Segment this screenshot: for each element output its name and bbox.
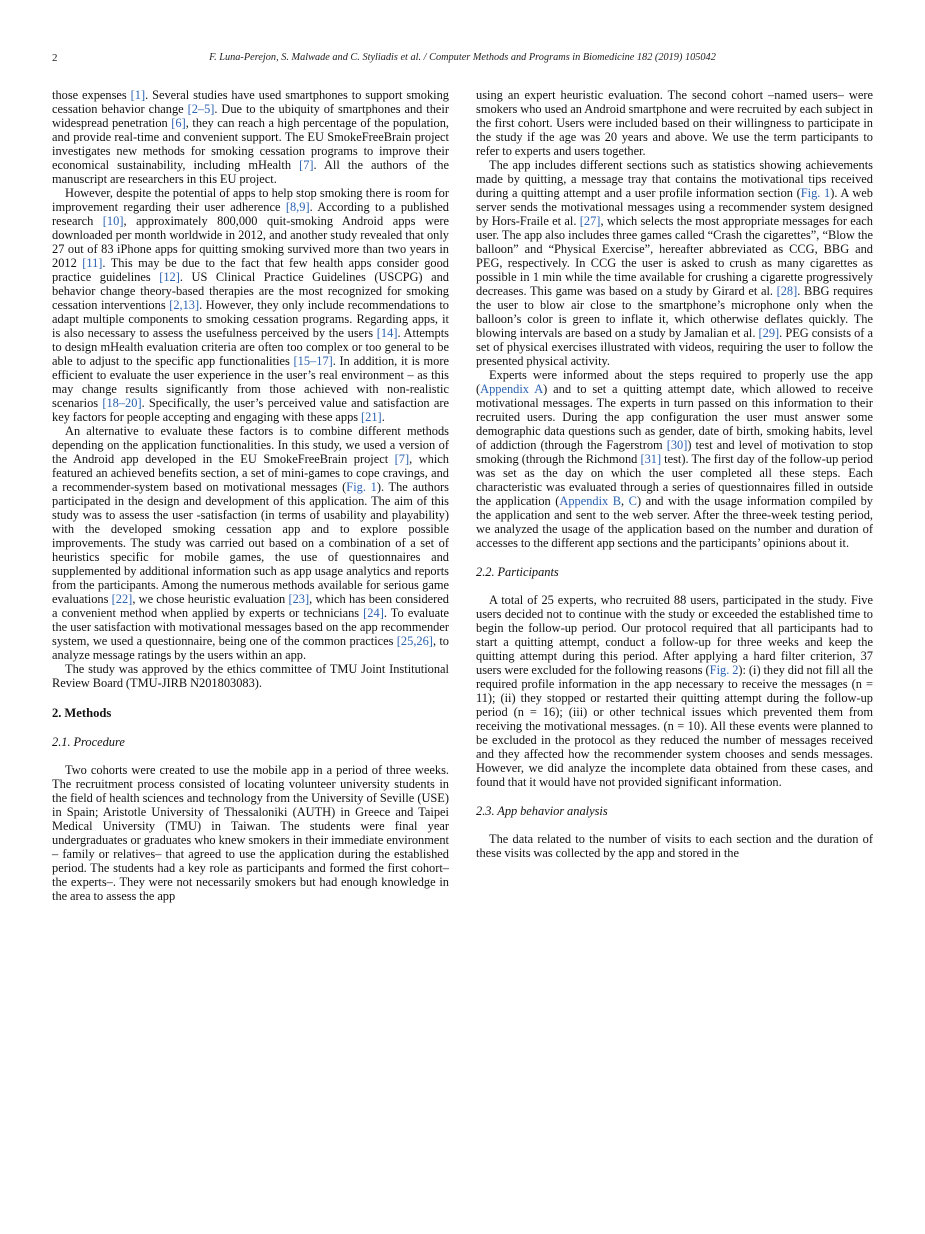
citation-link[interactable]: [21] — [361, 410, 382, 424]
citation-link[interactable]: [25,26] — [396, 634, 433, 648]
citation-link[interactable]: Appendix A — [480, 382, 544, 396]
citation-link[interactable]: [12] — [159, 270, 180, 284]
citation-link[interactable]: [7] — [394, 452, 410, 466]
citation-link[interactable]: [11] — [82, 256, 103, 270]
citation-link[interactable]: Fig. 1 — [800, 186, 831, 200]
citation-link[interactable]: C — [628, 494, 637, 508]
paragraph: The study was approved by the ethics committee of TMU Joint Institutional Review Board (TMU-JIRB N201803083). — [52, 662, 449, 690]
subsection-heading: 2.3. App behavior analysis — [476, 804, 608, 818]
citation-link[interactable]: [31] — [640, 452, 662, 466]
paragraph: those expenses [1]. Several studies have used smartphones to support smoking cessation behavior change [2–5]. Due to the ubiquity of smartphones and their widespread penetration [6], they can reach a high percentage of the population, and provide real-time and convenient support. The EU SmokeFreeBrain project investigates new methods for smoking cessation programs to improve their economical sustainability, including mHealth [7]. All the authors of the manuscript are researchers in this EU project. — [52, 88, 450, 186]
paragraph: The data related to the number of visits to each section and the duration of these visits was collected by the app and stored in the — [476, 832, 873, 860]
section-heading: 2. Methods — [52, 706, 112, 720]
citation-link[interactable]: Fig. 1 — [346, 480, 377, 494]
citation-link[interactable]: [8,9] — [285, 200, 310, 214]
subsection-heading: 2.1. Procedure — [52, 735, 125, 749]
citation-link[interactable]: [30] — [666, 438, 688, 452]
citation-link[interactable]: [14] — [376, 326, 398, 340]
citation-link[interactable]: [6] — [171, 116, 186, 130]
left-column — [52, 88, 449, 903]
running-title: F. Luna-Perejon, S. Malwade and C. Styliadis et al. / Computer Methods and Programs in Biomedicine 182 (2019) 105042 — [209, 52, 716, 63]
citation-link[interactable]: Appendix B — [559, 494, 622, 508]
citation-link[interactable]: [2–5] — [187, 102, 215, 116]
citation-link[interactable]: [1] — [130, 88, 146, 102]
citation-link[interactable]: Fig. 2 — [709, 663, 739, 677]
paragraph: using an expert heuristic evaluation. The second cohort –named users– were smokers who used an Android smartphone and were recruited by each subject in the first cohort. Users were included based on their willingness to participate in the study if the age was 20 years and above. We use the term participants to refer to experts and users together. — [476, 88, 873, 158]
paragraph: The app includes different sections such as statistics showing achievements made by quitting, a message tray that contains the motivational tips received during a quitting attempt and a user profile information section (Fig. 1). A web server sends the motivational messages using a recommender system designed by Hors-Fraile et al. [27], which selects the most appropriate messages for each user. The app also includes three games called “Crash the cigarettes”, “Blow the balloon” and “Physical Exercise”, hereafter abbreviated as CCG, BBG and PEG, respectively. In CCG the user is asked to crush as many cigarettes as possible in 1 min while the time available for crushing a cigarette progressively decreases. This game was based on a study by Girard et al. [28]. BBG requires the user to blow air close to the smartphone’s microphone only when the balloon’s color is green to inflate it, which otherwise deflates quickly. The blowing intervals are based on a study by Jamalian et al. [29]. PEG consists of a set of physical exercises illustrated with videos, requiring the user to follow the presented physical activity. — [476, 158, 873, 368]
paragraph: A total of 25 experts, who recruited 88 users, participated in the study. Five users decided not to continue with the study or exceeded the established time to begin the follow-up period. Our protocol required that all participants had to start a quitting attempt, conduct a follow-up for three weeks and keep the quitting attempt during this period. After applying a hard filter criterion, 37 users were excluded for the following reasons (Fig. 2): (i) they did not fill all the required profile information in the app necessary to receive the messages (n = 11); (ii) they stopped or restarted their quitting attempt during the follow-up period (n = 16); (iii) or other technical issues which prevented them from receiving the motivational messages. (n = 10). All these events were planned to be excluded in the protocol as they reduced the number of messages received and they affected how the recommender system chooses and sends messages. However, we did analyze the incomplete data obtained from these cases, and found that it would have not provided significant information. — [476, 593, 873, 789]
right-column — [476, 88, 873, 903]
two-column-body — [52, 88, 873, 903]
citation-link[interactable]: [15–17] — [293, 354, 333, 368]
citation-link[interactable]: [24] — [363, 606, 384, 620]
paragraph: Two cohorts were created to use the mobile app in a period of three weeks. The recruitment process consisted of locating volunteer university students in the field of health sciences and technology from the University of Seville (USE) in Spain; Aristotle University of Thessaloniki (AUTH) in Greece and Taipei Medical University (TMU) in Taiwan. The students were final year undergraduates or graduates who knew smokers in their immediate environment – family or relatives– that agreed to use the application during the established period. The students had a key role as participants and formed the first cohort– the experts–. They were not necessarily smokers but had enough knowledge in the area to assess the app — [52, 763, 449, 903]
paragraph: Experts were informed about the steps required to properly use the app (Appendix A) and to set a quitting attempt date, which allowed to receive motivational messages. The experts in turn passed on this information to their recruited users. During the app configuration the user must answer some demographic data questions such as gender, date of birth, smoking habits, level of addiction (through the Fagerstrom [30]) test and level of motivation to stop smoking (through the Richmond [31] test). The first day of the follow-up period was set as the day on which the user completed all these steps. Each characteristic was evaluated through a series of questionnaires filled in outside the application (Appendix B, C) and with the usage information compiled by the application and sent to the web server. After the three-week testing period, we analyzed the usage of the application based on the number and duration of accesses to the different app sections and the participants’ opinions about it. — [476, 368, 874, 550]
citation-link[interactable]: [23] — [288, 592, 310, 606]
subsection-heading: 2.2. Participants — [476, 565, 559, 579]
citation-link[interactable]: [22] — [111, 592, 133, 606]
citation-link[interactable]: [18–20] — [102, 396, 142, 410]
running-header — [52, 52, 873, 64]
page-number: 2 — [52, 52, 58, 64]
citation-link[interactable]: [7] — [299, 158, 314, 172]
citation-link[interactable]: [29] — [758, 326, 780, 340]
citation-link[interactable]: [28] — [776, 284, 798, 298]
citation-link[interactable]: [27] — [579, 214, 601, 228]
citation-link[interactable]: [10] — [102, 214, 124, 228]
paragraph: However, despite the potential of apps to help stop smoking there is room for improvement regarding their user adherence [8,9]. According to a published research [10], approximately 800,000 quit-smoking Android apps were downloaded per month worldwide in 2012, and another study revealed that only 27 out of 83 iPhone apps for quitting smoking survived more than two years in 2012 [11]. This may be due to the fact that few health apps consider good practice guidelines [12]. US Clinical Practice Guidelines (USCPG) and behavior change theory-based therapies are the most recognized for smoking cessation interventions [2,13]. However, they only include recommendations to adapt multiple components to smoking cessation programs. Regarding apps, it is also necessary to assess the usefulness perceived by the users [14]. Attempts to design mHealth evaluation criteria are often too complex or too general to be able to adjust to the specific app functionalities [15–17]. In addition, it is more efficient to evaluate the user experience in the user’s real environment – as this may change results significantly from those achieved with non-realistic scenarios [18–20]. Specifically, the user’s perceived value and satisfaction are key factors for people accepting and engaging with these apps [21]. — [52, 186, 450, 424]
citation-link[interactable]: [2,13] — [169, 298, 200, 312]
paragraph: An alternative to evaluate these factors is to combine different methods depending on the application functionalities. In this study, we used a version of the Android app developed in the EU SmokeFreeBrain project [7], which featured an achieved benefits section, a set of mini-games to cope cravings, and a recommender-system based on motivational messages (Fig. 1). The authors participated in the design and development of this application. The aim of this study was to assess the user -satisfaction (in terms of usability and playability) with the developed smoking cessation app and to explore possible improvements. The study was carried out based on a combination of a set of heuristics specific for mobile games, the use of questionnaires and supplemented by additional information such as app usage analytics and reports from the participants. Among the numerous methods available for serious game evaluations [22], we chose heuristic evaluation [23], which has been considered a convenient method when applied by experts or technicians [24]. To evaluate the user satisfaction with motivational messages based on the app recommender system, we used a questionnaire, being one of the common practices [25,26], to analyze message ratings by the users within an app. — [52, 424, 450, 662]
